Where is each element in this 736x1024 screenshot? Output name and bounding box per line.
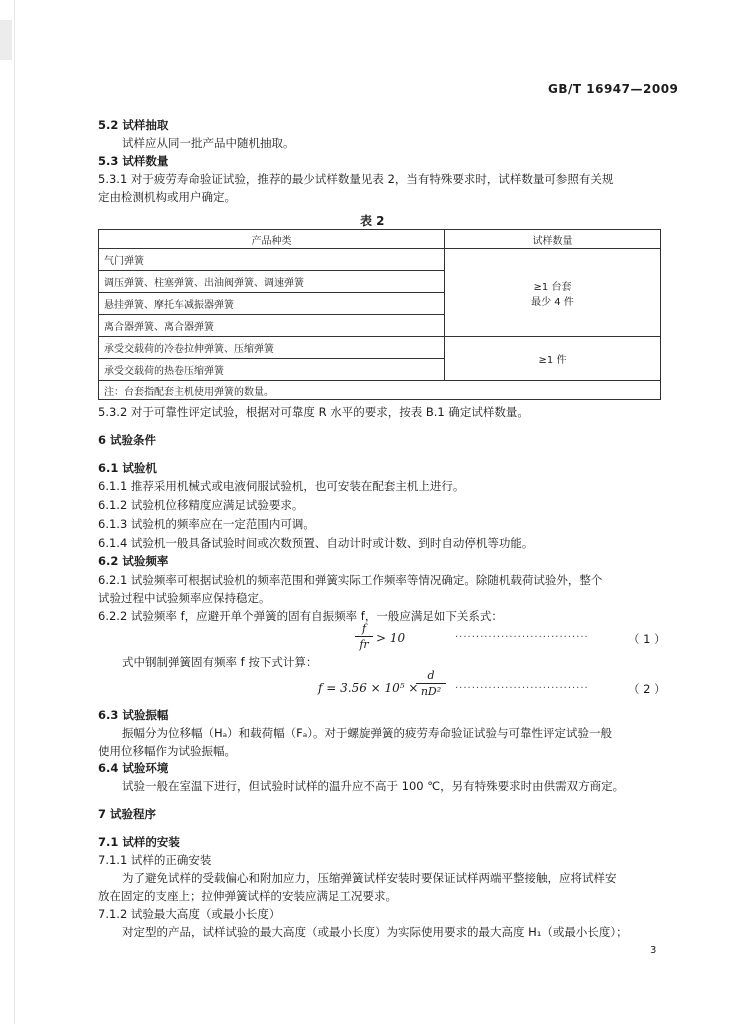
qty-group1-line2: 最少 4 件 [531, 296, 574, 308]
fraction-bar [355, 636, 373, 637]
table-2-caption: 表 2 [360, 214, 385, 228]
section-7-1-title: 7.1 试样的安装 [98, 835, 180, 849]
section-7-1-1-line2: 放在固定的支座上；拉伸弹簧试样的安装应满足工况要求。 [98, 889, 397, 903]
equation-2-leader: ································ [455, 683, 589, 694]
scan-margin-mark [0, 20, 12, 60]
table-row [99, 337, 661, 359]
table-cell-qty-group2: ≥1 件 [445, 337, 661, 381]
section-5-3-1-line1: 5.3.1 对于疲劳寿命验证试验，推荐的最少试样数量见表 2，当有特殊要求时，试样数量可参照有关规 [98, 172, 614, 186]
section-7-1-2-line1: 对定型的产品，试样试验的最大高度（或最小长度）为实际使用要求的最大高度 H₁（或最小长度）； [122, 925, 628, 939]
section-5-3-2: 5.3.2 对于可靠性评定试验，根据对可靠度 R 水平的要求，按表 B.1 确定试样数量。 [98, 405, 529, 419]
equation-1-fraction [355, 622, 373, 651]
section-5-2-body: 试样应从同一批产品中随机抽取。 [122, 136, 295, 150]
header-sample-count: 试样数量 [445, 230, 661, 249]
section-6-2-2: 6.2.2 试验频率 f，应避开单个弹簧的固有自振频率 f，一般应满足如下关系式： [98, 609, 503, 623]
section-6-1-1: 6.1.1 推荐采用机械式或电液伺服试验机，也可安装在配套主机上进行。 [98, 479, 465, 493]
table-note: 注：台套指配套主机使用弹簧的数量。 [99, 381, 661, 400]
scan-margin-line [14, 0, 15, 1024]
equation-2-denominator: nD² [420, 685, 442, 698]
equation-1-denominator: fr [359, 638, 369, 651]
section-6-4-body: 试验一般在室温下进行，但试验时试样的温升应不高于 100 ℃，另有特殊要求时由供需双方商定。 [122, 779, 625, 793]
equation-1-numerator: f [361, 622, 367, 635]
qty-group1-line1: ≥1 台套 [533, 281, 572, 293]
section-5-2-title: 5.2 试样抽取 [98, 118, 169, 132]
section-6-3-line2: 使用位移幅作为试验振幅。 [98, 744, 236, 758]
section-6-1-title: 6.1 试验机 [98, 461, 157, 475]
equation-2-fraction [416, 669, 446, 698]
table-cell-product: 气门弹簧 [99, 249, 445, 271]
section-6-2-title: 6.2 试验频率 [98, 554, 169, 568]
section-6-2-1-line1: 6.2.1 试验频率可根据试验机的频率范围和弹簧实际工作频率等情况确定。除随机载荷试验外，整个 [98, 573, 603, 587]
section-6-3-line1: 振幅分为位移幅（Hₐ）和载荷幅（Fₐ）。对于螺旋弹簧的疲劳寿命验证试验与可靠性评定试验一般 [122, 726, 613, 740]
section-7-title: 7 试验程序 [98, 807, 157, 821]
standard-number-header: GB/T 16947—2009 [548, 82, 679, 96]
page-number: 3 [650, 945, 657, 956]
section-7-1-2-title: 7.1.2 试验最大高度（或最小长度） [98, 907, 281, 921]
section-6-1-4: 6.1.4 试验机一般具备试验时间或次数预置、自动计时或计数、到时自动停机等功能。 [98, 536, 534, 550]
equation-2-number: （ 2 ） [628, 682, 666, 696]
table-cell-product: 悬挂弹簧、摩托车减振器弹簧 [99, 293, 445, 315]
section-5-3-title: 5.3 试样数量 [98, 154, 169, 168]
equation-1-rhs: > 10 [376, 631, 406, 645]
equation-2-numerator: d [427, 669, 435, 682]
section-6-2-1-line2: 试验过程中试验频率应保持稳定。 [98, 591, 271, 605]
table-cell-product: 承受交载荷的热卷压缩弹簧 [99, 359, 445, 381]
section-5-3-1-line2: 定由检测机构或用户确定。 [98, 190, 236, 204]
table-cell-product: 离合器弹簧、离合器弹簧 [99, 315, 445, 337]
section-6-3-title: 6.3 试验振幅 [98, 708, 169, 722]
table-note-row [99, 381, 661, 400]
equation-1-leader: ································ [455, 632, 589, 643]
section-6-4-title: 6.4 试验环境 [98, 761, 169, 775]
header-product-type: 产品种类 [99, 230, 445, 249]
section-7-1-1-title: 7.1.1 试样的正确安装 [98, 853, 212, 867]
equation-1-number: （ 1 ） [628, 632, 666, 646]
section-7-1-1-line1: 为了避免试样的受载偏心和附加应力，压缩弹簧试样安装时要保证试样两端平整接触，应将试样安 [122, 871, 617, 885]
fraction-bar [416, 683, 446, 684]
section-6-1-3: 6.1.3 试验机的频率应在一定范围内可调。 [98, 517, 315, 531]
equation-intro: 式中钢制弹簧固有频率 f 按下式计算： [122, 655, 318, 669]
equation-2-lhs: f = 3.56 × 10⁵ × [318, 681, 419, 695]
table-cell-product: 承受交载荷的冷卷拉伸弹簧、压缩弹簧 [99, 337, 445, 359]
table-header-row [99, 230, 661, 249]
table-row [99, 249, 661, 271]
section-6-1-2: 6.1.2 试验机位移精度应满足试验要求。 [98, 498, 304, 512]
table-2 [98, 229, 661, 400]
section-6-title: 6 试验条件 [98, 433, 157, 447]
table-cell-product: 调压弹簧、柱塞弹簧、出油阀弹簧、调速弹簧 [99, 271, 445, 293]
table-cell-qty-group1 [445, 249, 661, 337]
